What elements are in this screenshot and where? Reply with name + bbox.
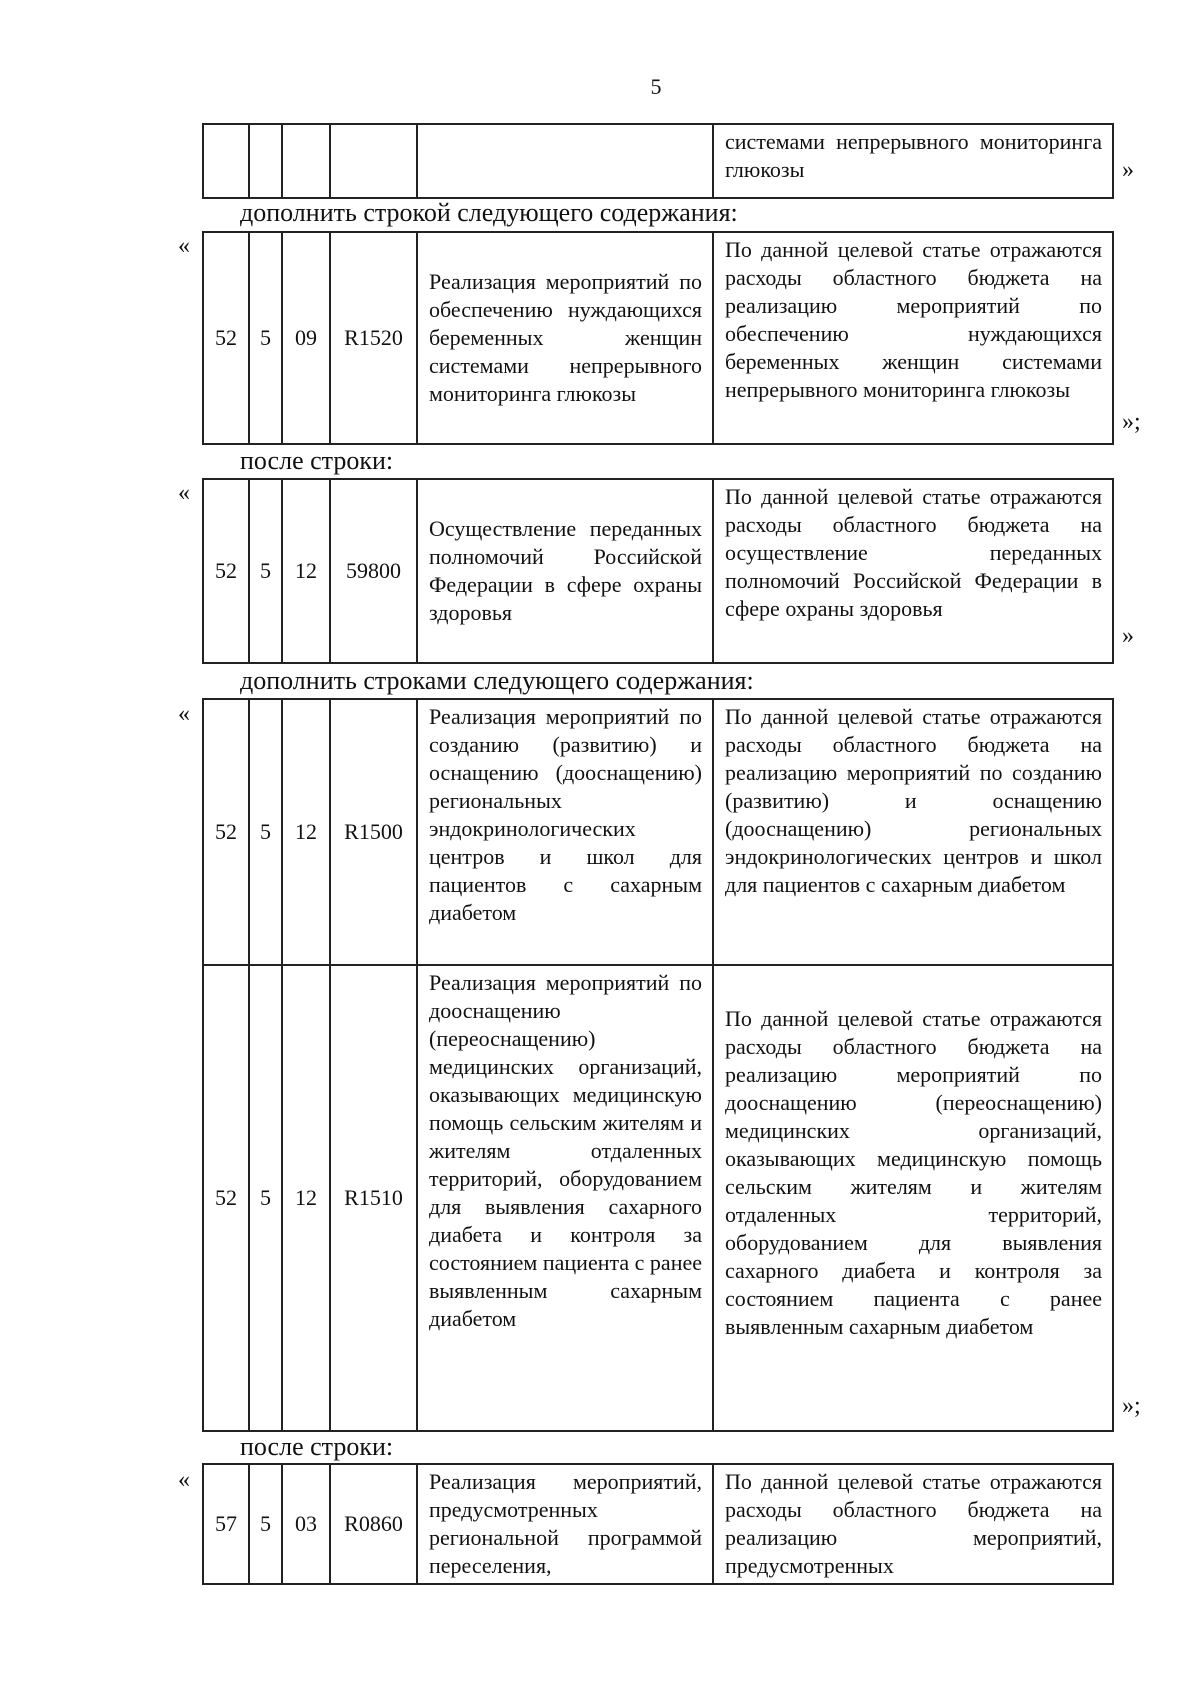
name-cell: Реализация мероприятий по обеспечению нуждающихся беременных женщин системами непрерывного мониторинга глюкозы <box>417 232 713 444</box>
code-cell: 52 <box>203 479 249 663</box>
table-reference-row <box>202 1463 1114 1585</box>
name-cell <box>417 124 713 198</box>
name-cell: Реализация мероприятий по дооснащению (переоснащению) медицинских организаций, оказывающих медицинскую помощь сельским жителям и жителям отдаленных территорий, оборудованием для выявления сахарного диабета и контроля за состоянием пациента с ранее выявленным сахарным диабетом <box>417 965 713 1431</box>
table-row <box>203 699 1113 965</box>
description-cell: По данной целевой статье отражаются расходы областного бюджета на реализацию мероприятий по дооснащению (переоснащению) медицинских организаций, оказывающих медицинскую помощь сельским жителям и жителям отдаленных территорий, оборудованием для выявления сахарного диабета и контроля за состоянием пациента с ранее выявленным сахарным диабетом <box>713 965 1113 1431</box>
table-row <box>203 232 1113 444</box>
instruction-text: после строки: <box>240 1432 394 1461</box>
code-cell: 5 <box>249 1464 282 1584</box>
code-cell: 12 <box>282 699 330 965</box>
name-cell: Реализация мероприятий по созданию (развитию) и оснащению (дооснащению) региональных эндокринологических центров и школ для пациентов с сахарным диабетом <box>417 699 713 965</box>
code-cell: 03 <box>282 1464 330 1584</box>
page-number: 5 <box>650 74 662 99</box>
instruction-text: дополнить строкой следующего содержания: <box>240 198 738 227</box>
closing-quote: » <box>1122 623 1134 649</box>
closing-quote: »; <box>1122 1393 1141 1419</box>
code-cell <box>203 124 249 198</box>
code-cell: 5 <box>249 699 282 965</box>
opening-quote: « <box>178 1467 190 1493</box>
code-cell: R1510 <box>330 965 417 1431</box>
table-new-row <box>202 231 1114 445</box>
name-cell: Осуществление переданных полномочий Российской Федерации в сфере охраны здоровья <box>417 479 713 663</box>
description-cell: По данной целевой статье отражаются расходы областного бюджета на реализацию мероприятий по обеспечению нуждающихся беременных женщин системами непрерывного мониторинга глюкозы <box>713 232 1113 444</box>
code-cell: 09 <box>282 232 330 444</box>
table-new-rows <box>202 698 1114 1432</box>
code-cell: 5 <box>249 232 282 444</box>
code-cell <box>330 124 417 198</box>
code-cell <box>249 124 282 198</box>
code-cell: R1520 <box>330 232 417 444</box>
table-row <box>203 479 1113 663</box>
table-row <box>203 124 1113 198</box>
table-reference-row <box>202 478 1114 664</box>
code-cell: 52 <box>203 699 249 965</box>
code-cell: 52 <box>203 965 249 1431</box>
name-cell: Реализация мероприятий, предусмотренных региональной программой переселения, <box>417 1464 713 1584</box>
description-cell: системами непрерывного мониторинга глюкозы <box>713 124 1113 198</box>
table-row <box>203 965 1113 1431</box>
description-cell: По данной целевой статье отражаются расходы областного бюджета на осуществление переданных полномочий Российской Федерации в сфере охраны здоровья <box>713 479 1113 663</box>
description-cell: По данной целевой статье отражаются расходы областного бюджета на реализацию мероприятий по созданию (развитию) и оснащению (дооснащению) региональных эндокринологических центров и школ для пациентов с сахарным диабетом <box>713 699 1113 965</box>
code-cell: 12 <box>282 965 330 1431</box>
code-cell: 5 <box>249 479 282 663</box>
instruction-text: дополнить строками следующего содержания: <box>240 666 754 695</box>
code-cell: 52 <box>203 232 249 444</box>
code-cell: 59800 <box>330 479 417 663</box>
code-cell: R0860 <box>330 1464 417 1584</box>
code-cell <box>282 124 330 198</box>
code-cell: 5 <box>249 965 282 1431</box>
opening-quote: « <box>178 233 190 259</box>
code-cell: 12 <box>282 479 330 663</box>
instruction-text: после строки: <box>240 446 394 475</box>
code-cell: R1500 <box>330 699 417 965</box>
table-row <box>203 1464 1113 1584</box>
closing-quote: »; <box>1122 409 1141 435</box>
table-continuation <box>202 123 1114 199</box>
opening-quote: « <box>178 701 190 727</box>
opening-quote: « <box>178 480 190 506</box>
description-cell: По данной целевой статье отражаются расходы областного бюджета на реализацию мероприятий, предусмотренных <box>713 1464 1113 1584</box>
closing-quote: » <box>1122 157 1134 183</box>
code-cell: 57 <box>203 1464 249 1584</box>
